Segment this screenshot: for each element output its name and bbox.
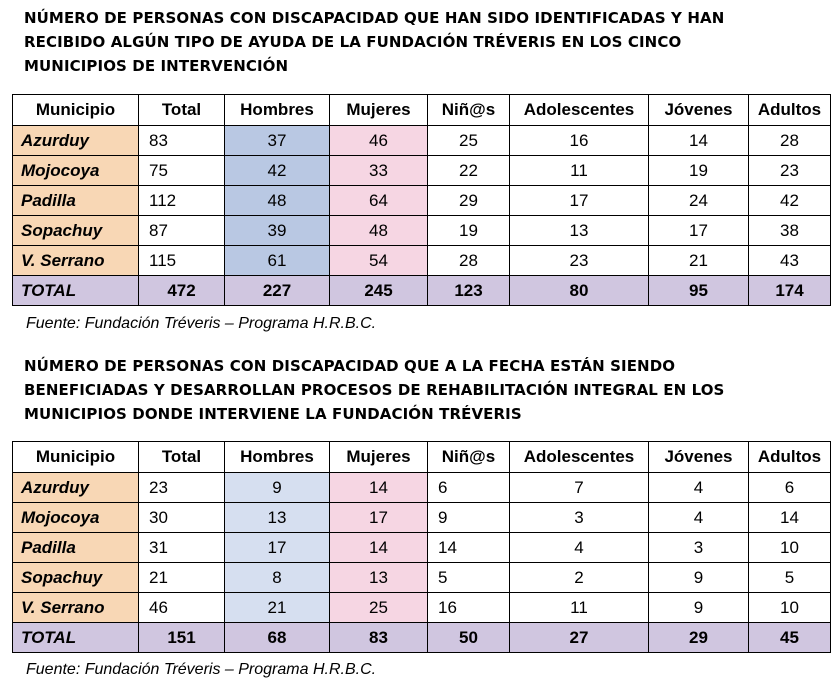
total-cell: 75: [139, 156, 225, 186]
column-header: Mujeres: [330, 95, 428, 126]
column-header: Mujeres: [330, 442, 428, 473]
total-cell: 29: [649, 623, 749, 653]
title-line: BENEFICIADAS Y DESARROLLAN PROCESOS DE REHABILITACIÓN INTEGRAL EN LOS: [24, 381, 725, 399]
table-row: [13, 593, 831, 623]
hombres-cell: 8: [225, 563, 330, 593]
jovenes-cell: 4: [649, 503, 749, 533]
ninos-cell: 25: [428, 126, 510, 156]
total-cell: 245: [330, 276, 428, 306]
mujeres-cell: 14: [330, 473, 428, 503]
column-header: Adolescentes: [510, 442, 649, 473]
jovenes-cell: 9: [649, 593, 749, 623]
total-cell: 123: [428, 276, 510, 306]
ninos-cell: 29: [428, 186, 510, 216]
table-2: [12, 441, 831, 653]
column-header: Hombres: [225, 95, 330, 126]
municipio-cell: Padilla: [13, 533, 139, 563]
adultos-cell: 42: [749, 186, 831, 216]
jovenes-cell: 9: [649, 563, 749, 593]
table-header-row: [13, 95, 831, 126]
adolescentes-cell: 23: [510, 246, 649, 276]
title-line: MUNICIPIOS DONDE INTERVIENE LA FUNDACIÓN TRÉVERIS: [24, 405, 522, 423]
adultos-cell: 38: [749, 216, 831, 246]
adolescentes-cell: 17: [510, 186, 649, 216]
total-label: TOTAL: [13, 623, 139, 653]
ninos-cell: 28: [428, 246, 510, 276]
adolescentes-cell: 11: [510, 593, 649, 623]
total-row: [13, 623, 831, 653]
table-row: [13, 186, 831, 216]
total-cell: 95: [649, 276, 749, 306]
title-line: NÚMERO DE PERSONAS CON DISCAPACIDAD QUE A LA FECHA ESTÁN SIENDO: [24, 357, 676, 375]
table-row: [13, 503, 831, 533]
table-header-row: [13, 442, 831, 473]
table-1-title: [24, 6, 824, 78]
column-header: Jóvenes: [649, 442, 749, 473]
mujeres-cell: 64: [330, 186, 428, 216]
adolescentes-cell: 7: [510, 473, 649, 503]
municipio-cell: Padilla: [13, 186, 139, 216]
mujeres-cell: 46: [330, 126, 428, 156]
total-cell: 45: [749, 623, 831, 653]
table-2-title: [24, 354, 824, 426]
ninos-cell: 14: [428, 533, 510, 563]
hombres-cell: 13: [225, 503, 330, 533]
total-cell: 68: [225, 623, 330, 653]
adultos-cell: 10: [749, 593, 831, 623]
ninos-cell: 16: [428, 593, 510, 623]
jovenes-cell: 24: [649, 186, 749, 216]
total-cell: 112: [139, 186, 225, 216]
hombres-cell: 17: [225, 533, 330, 563]
municipio-cell: Sopachuy: [13, 216, 139, 246]
total-cell: 31: [139, 533, 225, 563]
column-header: Niñ@s: [428, 442, 510, 473]
hombres-cell: 39: [225, 216, 330, 246]
column-header: Total: [139, 442, 225, 473]
adultos-cell: 5: [749, 563, 831, 593]
adultos-cell: 43: [749, 246, 831, 276]
adultos-cell: 6: [749, 473, 831, 503]
adolescentes-cell: 16: [510, 126, 649, 156]
municipio-cell: Sopachuy: [13, 563, 139, 593]
column-header: Adultos: [749, 95, 831, 126]
table-row: [13, 533, 831, 563]
municipio-cell: Azurduy: [13, 473, 139, 503]
mujeres-cell: 48: [330, 216, 428, 246]
total-cell: 30: [139, 503, 225, 533]
hombres-cell: 37: [225, 126, 330, 156]
total-label: TOTAL: [13, 276, 139, 306]
column-header: Municipio: [13, 442, 139, 473]
column-header: Hombres: [225, 442, 330, 473]
jovenes-cell: 14: [649, 126, 749, 156]
table-row: [13, 563, 831, 593]
municipio-cell: V. Serrano: [13, 593, 139, 623]
hombres-cell: 9: [225, 473, 330, 503]
jovenes-cell: 4: [649, 473, 749, 503]
column-header: Jóvenes: [649, 95, 749, 126]
hombres-cell: 48: [225, 186, 330, 216]
column-header: Municipio: [13, 95, 139, 126]
table-1-source: Fuente: Fundación Tréveris – Programa H.R.B.C.: [26, 315, 377, 332]
table-2-source: Fuente: Fundación Tréveris – Programa H.R.B.C.: [26, 661, 377, 678]
hombres-cell: 21: [225, 593, 330, 623]
total-cell: 83: [330, 623, 428, 653]
column-header: Adolescentes: [510, 95, 649, 126]
total-cell: 50: [428, 623, 510, 653]
title-line: NÚMERO DE PERSONAS CON DISCAPACIDAD QUE HAN SIDO IDENTIFICADAS Y HAN: [24, 9, 725, 27]
adolescentes-cell: 4: [510, 533, 649, 563]
mujeres-cell: 14: [330, 533, 428, 563]
ninos-cell: 19: [428, 216, 510, 246]
total-row: [13, 276, 831, 306]
mujeres-cell: 13: [330, 563, 428, 593]
table-row: [13, 156, 831, 186]
hombres-cell: 42: [225, 156, 330, 186]
municipio-cell: Mojocoya: [13, 156, 139, 186]
adolescentes-cell: 11: [510, 156, 649, 186]
title-line: MUNICIPIOS DE INTERVENCIÓN: [24, 57, 289, 75]
table-row: [13, 126, 831, 156]
total-cell: 21: [139, 563, 225, 593]
adolescentes-cell: 3: [510, 503, 649, 533]
hombres-cell: 61: [225, 246, 330, 276]
table-row: [13, 216, 831, 246]
total-cell: 80: [510, 276, 649, 306]
total-cell: 27: [510, 623, 649, 653]
table-row: [13, 473, 831, 503]
total-cell: 23: [139, 473, 225, 503]
adolescentes-cell: 13: [510, 216, 649, 246]
adultos-cell: 14: [749, 503, 831, 533]
total-cell: 472: [139, 276, 225, 306]
jovenes-cell: 3: [649, 533, 749, 563]
adolescentes-cell: 2: [510, 563, 649, 593]
total-cell: 115: [139, 246, 225, 276]
mujeres-cell: 33: [330, 156, 428, 186]
total-cell: 87: [139, 216, 225, 246]
total-cell: 174: [749, 276, 831, 306]
ninos-cell: 22: [428, 156, 510, 186]
mujeres-cell: 17: [330, 503, 428, 533]
municipio-cell: Mojocoya: [13, 503, 139, 533]
mujeres-cell: 25: [330, 593, 428, 623]
column-header: Niñ@s: [428, 95, 510, 126]
title-line: RECIBIDO ALGÚN TIPO DE AYUDA DE LA FUNDACIÓN TRÉVERIS EN LOS CINCO: [24, 33, 682, 51]
adultos-cell: 28: [749, 126, 831, 156]
column-header: Total: [139, 95, 225, 126]
ninos-cell: 6: [428, 473, 510, 503]
adultos-cell: 23: [749, 156, 831, 186]
ninos-cell: 5: [428, 563, 510, 593]
total-cell: 83: [139, 126, 225, 156]
mujeres-cell: 54: [330, 246, 428, 276]
total-cell: 46: [139, 593, 225, 623]
municipio-cell: V. Serrano: [13, 246, 139, 276]
jovenes-cell: 19: [649, 156, 749, 186]
municipio-cell: Azurduy: [13, 126, 139, 156]
adultos-cell: 10: [749, 533, 831, 563]
table-1: [12, 94, 831, 306]
total-cell: 151: [139, 623, 225, 653]
column-header: Adultos: [749, 442, 831, 473]
total-cell: 227: [225, 276, 330, 306]
ninos-cell: 9: [428, 503, 510, 533]
jovenes-cell: 17: [649, 216, 749, 246]
jovenes-cell: 21: [649, 246, 749, 276]
table-row: [13, 246, 831, 276]
